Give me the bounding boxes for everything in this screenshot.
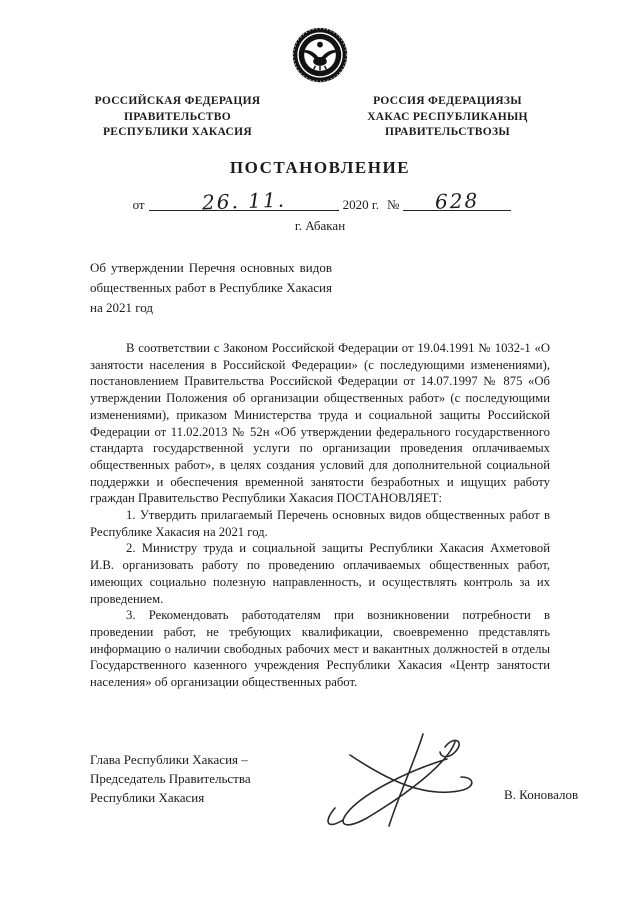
signatory-position-line: Глава Республики Хакасия – [90,752,248,767]
signatory-position-line: Председатель Правительства [90,771,251,786]
header-khakas [340,94,555,141]
header-line: РОССИЙСКАЯ ФЕДЕРАЦИЯ [94,95,261,107]
signature-block [90,750,590,860]
date-from-label: от [132,197,145,212]
header-russian [70,94,285,141]
handwritten-date: 26. 11. [201,187,286,215]
date-blank-field [149,187,339,215]
body-paragraph-item-3: 3. Рекомендовать работодателям при возникновении потребности в проведении работ, не требующих квалификации, своевременно представлять информацию о наличии свободных рабочих мест и вакантных должностей в отделы Государственного казенного учреждения Республики Хакасия «Центр занятости населения» об организации общественных работ. [90,608,550,690]
year-label: 2020 г. [342,197,379,212]
coat-of-arms-khakassia-icon [291,26,349,89]
number-blank-field [403,188,511,214]
date-number-line [0,187,640,215]
number-sign-label: № [386,197,400,212]
signatory-name: В. Коновалов [504,787,579,802]
header-line: РОССИЯ ФЕДЕРАЦИЯЗЫ [373,95,522,107]
city-line: г. Абакан [294,218,346,233]
body-paragraph-item-2: 2. Министру труда и социальной защиты Республики Хакасия Ахметовой И.В. организовать работу по проведению оплачиваемых общественных работ, имеющих социально полезную направленность, и осуществлять контроль за их проведением. [90,541,550,606]
subject-paragraph: Об утверждении Перечня основных видов общественных работ в Республике Хакасия на 2021 год [90,260,332,315]
document-body [90,340,550,691]
body-paragraph-preamble: В соответствии с Законом Российской Федерации от 19.04.1991 № 1032-1 «О занятости населения в Российской Федерации» (с последующими изменениями), постановлением Правительства Российской Федерации от 14.07.1997 № 875 «Об утверждении Положения об организации общественных работ» (с последующими изменениями), приказом Министерства труда и социальной защиты Российской Федерации от 11.02.2013 № 52н «Об утверждении федерального государственного стандарта государственной услуги по организации проведения оплачиваемых общественных работ», в целях создания условий для дополнительной социальной поддержки и обеспечения временной занятости безработных и ищущих работу граждан Правительство Республики Хакасия ПОСТАНОВЛЯЕТ: [90,341,550,506]
body-paragraph-item-1: 1. Утвердить прилагаемый Перечень основных видов общественных работ в Республике Хакасия на 2021 год. [90,508,550,539]
document-title: ПОСТАНОВЛЕНИЕ [229,158,411,177]
signature-scribble-icon [295,728,485,843]
header-line: ХАКАС РЕСПУБЛИКАНЫҢ [367,110,528,123]
signatory-position-line: Республики Хакасия [90,790,205,805]
header-line: ПРАВИТЕЛЬСТВОЗЫ [385,126,510,138]
handwritten-number: 628 [434,188,480,214]
header-line: ПРАВИТЕЛЬСТВО [124,110,231,123]
header-line: РЕСПУБЛИКИ ХАКАСИЯ [102,126,252,138]
